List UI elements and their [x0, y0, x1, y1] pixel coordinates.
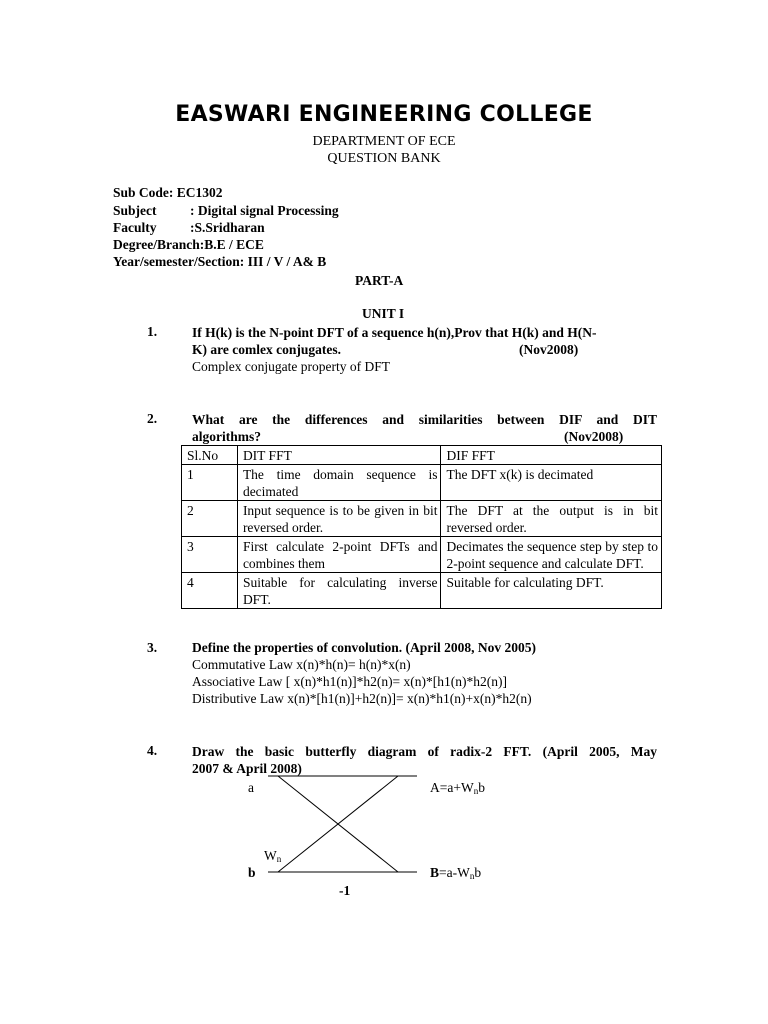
- butterfly-twiddle-factor: [264, 848, 281, 864]
- q1-number: 1.: [147, 324, 158, 339]
- output-b-tail: b: [474, 865, 482, 880]
- part-heading: PART-A: [355, 273, 404, 288]
- q2-number: 2.: [147, 411, 158, 426]
- output-b-subscript: n: [469, 871, 475, 881]
- q4-number: 4.: [147, 743, 158, 758]
- output-b-label: B: [430, 865, 440, 880]
- q4-line1: Draw the basic butterfly diagram of radix-2 FFT. (April 2005, May: [192, 744, 657, 759]
- faculty-value: :S.Sridharan: [190, 220, 265, 235]
- q2-line2: algorithms?: [192, 429, 261, 444]
- unit-heading: UNIT I: [362, 306, 405, 321]
- twiddle-subscript: n: [276, 854, 282, 864]
- q4-line2: 2007 & April 2008): [192, 761, 302, 776]
- table-cell: The time domain sequence is decimated: [237, 465, 441, 501]
- butterfly-output-b: [430, 865, 481, 881]
- doc-type-title: QUESTION BANK: [327, 151, 441, 166]
- department-title: DEPARTMENT OF ECE: [312, 134, 456, 149]
- output-a-text: A=a+W: [430, 780, 474, 795]
- q3-number: 3.: [147, 640, 158, 655]
- butterfly-output-a: [430, 780, 485, 796]
- q1-tag: (Nov2008): [519, 342, 579, 357]
- q1-answer: Complex conjugate property of DFT: [192, 359, 390, 374]
- table-cell: The DFT x(k) is decimated: [441, 465, 662, 501]
- table-cell: 2: [182, 501, 238, 537]
- subject-label: Subject: [113, 203, 157, 218]
- subject-value: : Digital signal Processing: [190, 203, 339, 218]
- butterfly-input-b: b: [248, 865, 256, 880]
- degree-branch: Degree/Branch:B.E / ECE: [113, 237, 264, 252]
- table-header-cell: DIT FFT: [237, 446, 441, 465]
- sub-code: Sub Code: EC1302: [113, 185, 223, 200]
- butterfly-input-a: a: [248, 780, 254, 795]
- table-cell: Input sequence is to be given in bit reversed order.: [237, 501, 441, 537]
- q1-line1: If H(k) is the N-point DFT of a sequence h(n),Prov that H(k) and H(N-: [192, 325, 597, 340]
- faculty-label: Faculty: [113, 220, 157, 235]
- table-cell: 4: [182, 573, 238, 609]
- table-cell: 3: [182, 537, 238, 573]
- year-semester-section: Year/semester/Section: III / V / A& B: [113, 254, 327, 269]
- twiddle-w: W: [264, 848, 277, 863]
- q3-commutative-law: Commutative Law x(n)*h(n)= h(n)*x(n): [192, 657, 411, 672]
- q3-distributive-law: Distributive Law x(n)*[h1(n)]+h2(n)]= x(n)*h1(n)+x(n)*h2(n): [192, 691, 532, 706]
- table-header-cell: DIF FFT: [441, 446, 662, 465]
- college-title: EASWARI ENGINEERING COLLEGE: [175, 102, 593, 127]
- q1-line2: K) are comlex conjugates.: [192, 342, 341, 357]
- table-cell: 1: [182, 465, 238, 501]
- q3-question: Define the properties of convolution. (April 2008, Nov 2005): [192, 640, 536, 655]
- table-cell: The DFT at the output is in bit reversed order.: [441, 501, 662, 537]
- table-cell: Suitable for calculating inverse DFT.: [237, 573, 441, 609]
- q3-associative-law: Associative Law [ x(n)*h1(n)]*h2(n)= x(n)*[h1(n)*h2(n)]: [192, 674, 508, 689]
- output-b-text: =a-W: [439, 865, 470, 880]
- table-cell: Decimates the sequence step by step to 2-point sequence and calculate DFT.: [441, 537, 662, 573]
- table-header-cell: Sl.No: [182, 446, 238, 465]
- table-cell: First calculate 2-point DFTs and combines them: [237, 537, 441, 573]
- butterfly-minus-one: -1: [339, 883, 351, 898]
- q2-tag: (Nov2008): [564, 429, 624, 444]
- output-a-subscript: n: [473, 786, 479, 796]
- q2-line1: What are the differences and similarities between DIF and DIT: [192, 412, 657, 427]
- output-a-tail: b: [478, 780, 485, 795]
- table-cell: Suitable for calculating DFT.: [441, 573, 662, 609]
